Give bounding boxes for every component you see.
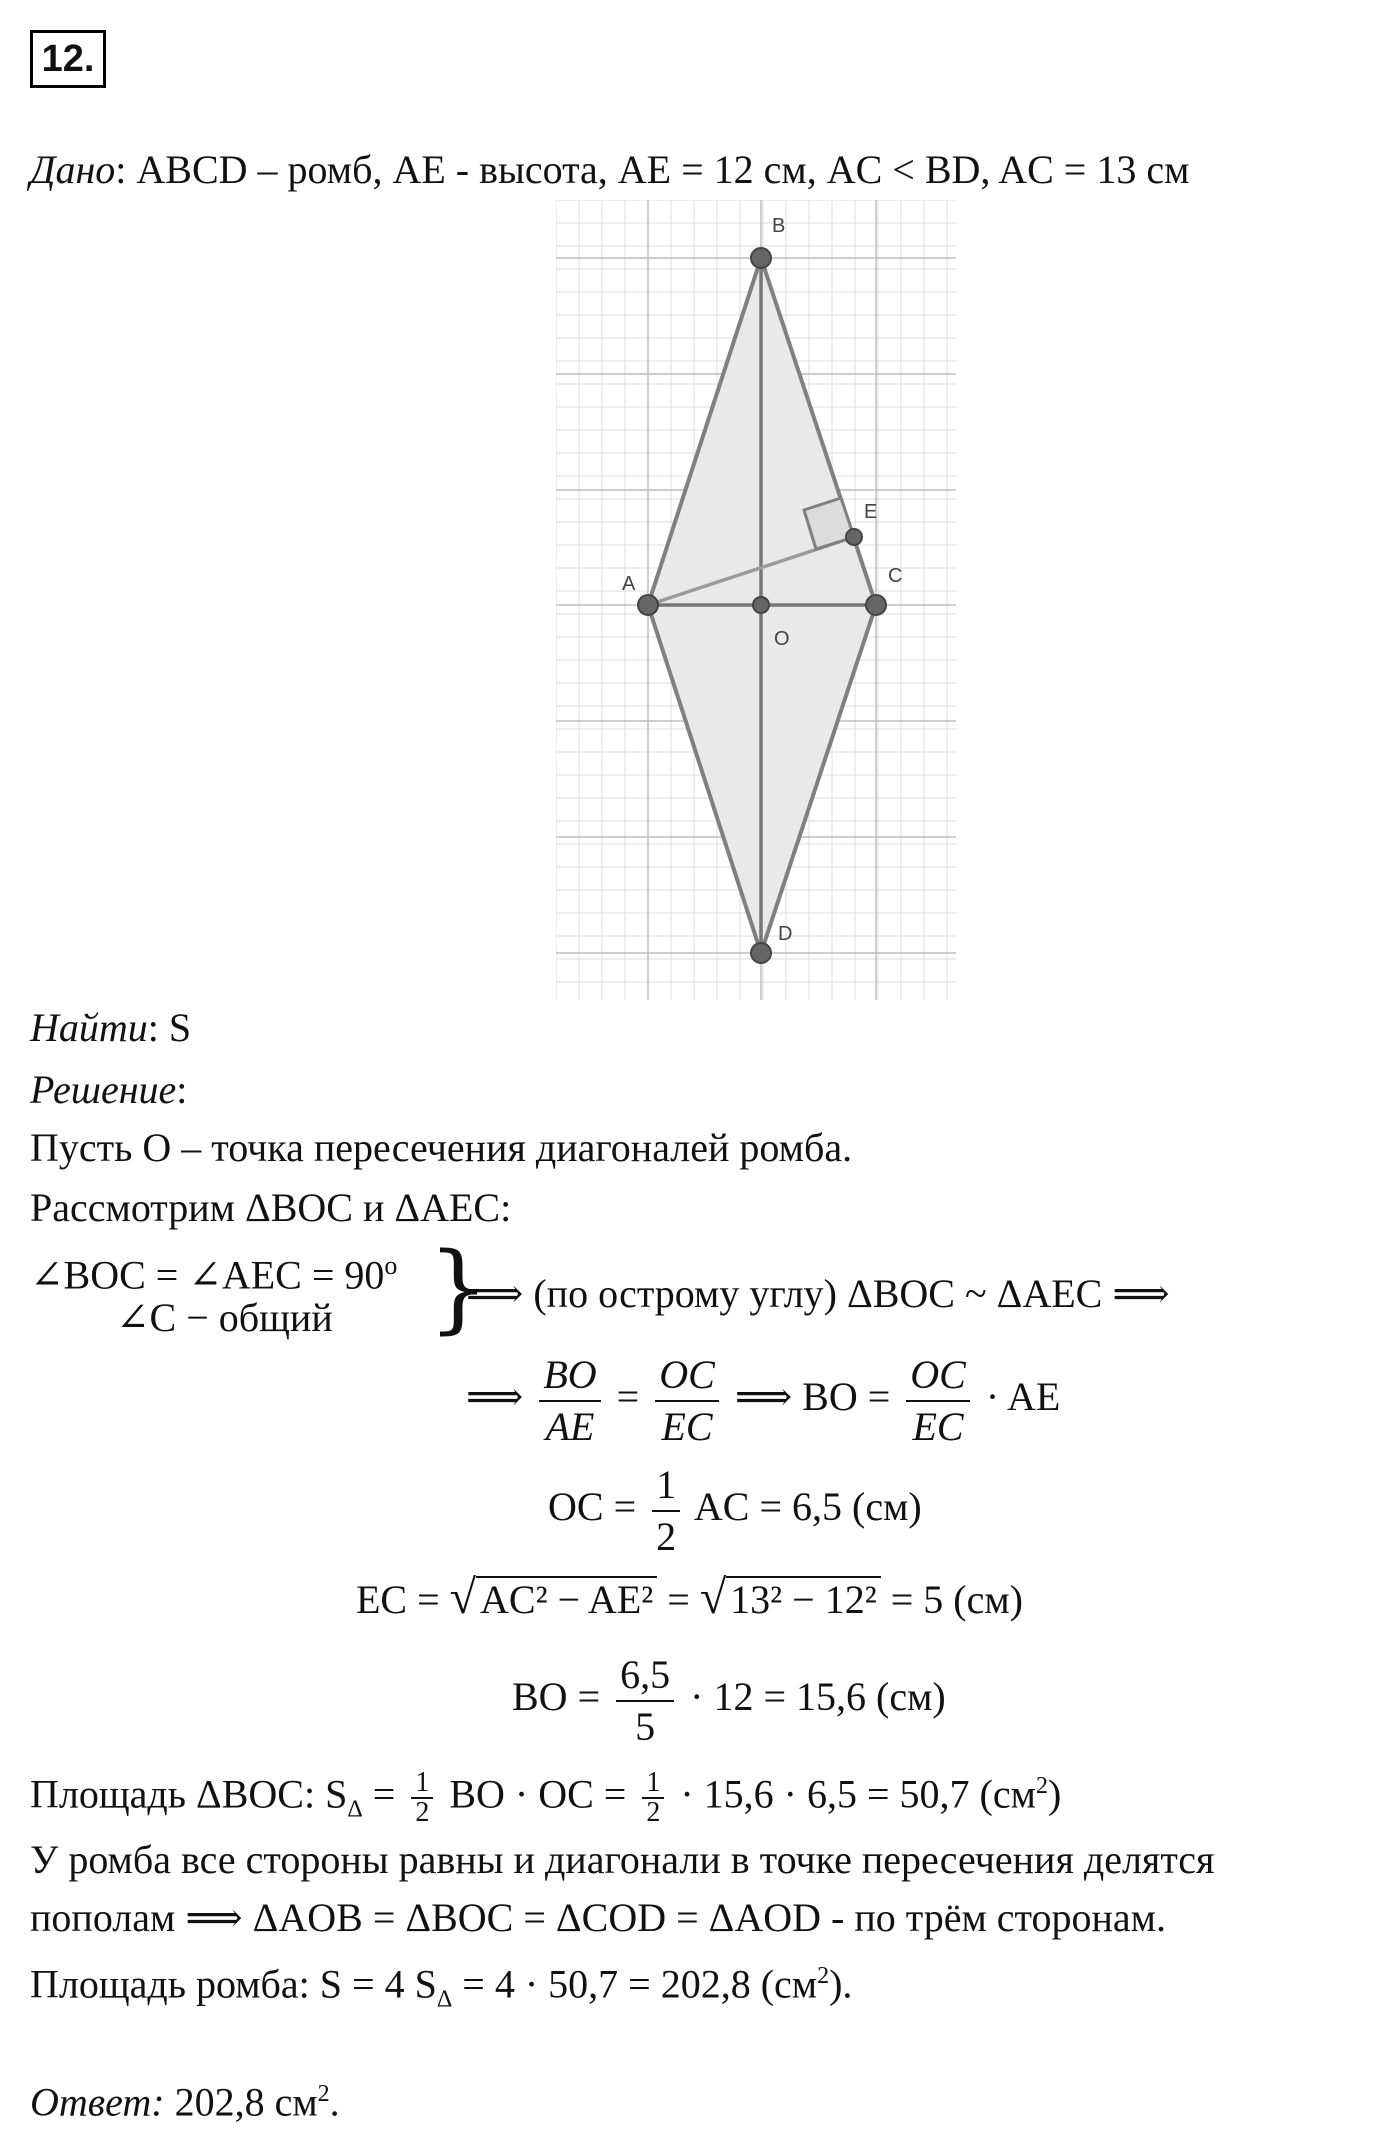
area-s: S [325, 1771, 348, 1817]
fraction-half-small-1 [411, 1769, 433, 1827]
frac-num: OC [906, 1350, 970, 1402]
frac-num: BO [539, 1350, 600, 1402]
frac-den: EC [912, 1404, 964, 1449]
ratio-suffix: · AE [985, 1374, 1061, 1420]
solution-line-1: Пусть O – точка пересечения диагоналей ромба. [30, 1125, 853, 1170]
radical-sign-1: √ [449, 1571, 477, 1624]
answer-end: . [329, 2079, 340, 2125]
point-e [846, 529, 862, 545]
ec-root-1: AC² − AE² [476, 1576, 657, 1622]
area-triangle-line [30, 1762, 1061, 1833]
given-label: Дано [30, 147, 116, 192]
ec-root-2: 13² − 12² [726, 1576, 881, 1622]
fraction-65-5 [616, 1650, 674, 1752]
point-o [753, 597, 769, 613]
frac-num: 1 [652, 1460, 680, 1512]
answer-sup: 2 [317, 2081, 330, 2107]
frac-num: OC [655, 1350, 719, 1402]
find-line [30, 1004, 191, 1052]
fraction-half-small-2 [642, 1769, 664, 1827]
solution-colon: : [176, 1067, 188, 1112]
answer-value: 202,8 см [164, 2079, 318, 2125]
paragraph-line-1: У ромба все стороны равны и диагонали в точке пересечения делятся [30, 1837, 1215, 1882]
frac-den: 2 [656, 1514, 677, 1559]
area-rhombus-sup: 2 [817, 1963, 830, 1989]
find-text: : S [147, 1005, 192, 1050]
area-s-sub: Δ [347, 1796, 363, 1823]
frac-den: 2 [646, 1797, 661, 1829]
point-b [751, 248, 771, 268]
area-rhombus-sub: Δ [436, 1986, 453, 2013]
fraction-bo-ae [539, 1350, 600, 1452]
ratio-mid: ⟹ BO = [734, 1374, 891, 1420]
fraction-oc-ec-2 [906, 1350, 970, 1452]
area-close: ) [1047, 1771, 1062, 1817]
condition-2: ∠C − общий [116, 1295, 333, 1340]
area-rhombus-line [30, 1952, 852, 2023]
area-rhombus-close: ). [829, 1961, 853, 2007]
label-a: A [622, 573, 636, 595]
ec-right: = 5 (см) [890, 1577, 1023, 1622]
frac-den: AE [545, 1404, 595, 1449]
point-c [866, 595, 886, 615]
solution-label: Решение [30, 1067, 177, 1112]
bo-line [512, 1650, 946, 1752]
answer-label: Ответ: [30, 2079, 165, 2125]
label-d: D [778, 923, 793, 945]
solution-heading [30, 1066, 187, 1114]
area-rhombus-right: = 4 · 50,7 = 202,8 (см [452, 1961, 818, 2007]
ec-line [356, 1571, 1023, 1624]
solution-line-2: Рассмотрим ΔBOC и ΔAEC: [30, 1185, 512, 1230]
ec-left: EC = [356, 1577, 440, 1622]
find-label: Найти [30, 1005, 148, 1050]
bo-right: · 12 = 15,6 (см) [690, 1674, 946, 1720]
area-triangle-prefix: Площадь ΔBOC: [30, 1771, 316, 1817]
paragraph-line-2: пополам ⟹ ΔAOB = ΔBOC = ΔCOD = ΔAOD - по трём сторонам. [30, 1895, 1166, 1940]
oc-right: AC = 6,5 (см) [693, 1484, 922, 1530]
area-mid: BO · OC = [449, 1771, 627, 1817]
problem-number: 12. [30, 30, 106, 88]
label-b: B [772, 215, 786, 237]
condition-1-text: ∠BOC = ∠AEC = 90 [30, 1252, 385, 1298]
given-text: : ABCD – ромб, AE - высота, AE = 12 см, AC < BD, AC = 13 см [115, 147, 1190, 192]
rhombus-figure [556, 200, 956, 1000]
oc-left: OC = [548, 1484, 637, 1530]
point-d [751, 943, 771, 963]
label-e: E [864, 501, 878, 523]
label-o: O [774, 628, 790, 650]
frac-den: 5 [635, 1704, 656, 1749]
area-eq: = [372, 1771, 396, 1817]
implication-line: ⟹ (по острому углу) ΔBOC ~ ΔAEC ⟹ [466, 1271, 1170, 1316]
bo-left: BO = [512, 1674, 601, 1720]
condition-1 [30, 1242, 397, 1299]
ratio-eq: = [616, 1374, 640, 1420]
oc-line [548, 1460, 922, 1562]
point-a [638, 595, 658, 615]
area-sup: 2 [1035, 1773, 1048, 1799]
fraction-oc-ec [655, 1350, 719, 1452]
frac-num: 1 [642, 1769, 664, 1799]
ec-eq: = [667, 1577, 690, 1622]
ratio-line [466, 1350, 1060, 1452]
label-c: C [888, 565, 903, 587]
answer-line [30, 2070, 340, 2126]
frac-den: EC [661, 1404, 713, 1449]
frac-num: 1 [411, 1769, 433, 1799]
condition-1-sup: o [384, 1251, 398, 1280]
area-right: · 15,6 · 6,5 = 50,7 (см [680, 1771, 1036, 1817]
area-rhombus-prefix: Площадь ромба: S = 4 S [30, 1961, 437, 2007]
fraction-half [652, 1460, 680, 1562]
brace: } [428, 1232, 490, 1344]
frac-num: 6,5 [616, 1650, 674, 1702]
frac-den: 2 [415, 1797, 430, 1829]
ratio-prefix: ⟹ [466, 1374, 524, 1420]
radical-sign-2: √ [699, 1571, 727, 1624]
given-line [30, 146, 1189, 194]
